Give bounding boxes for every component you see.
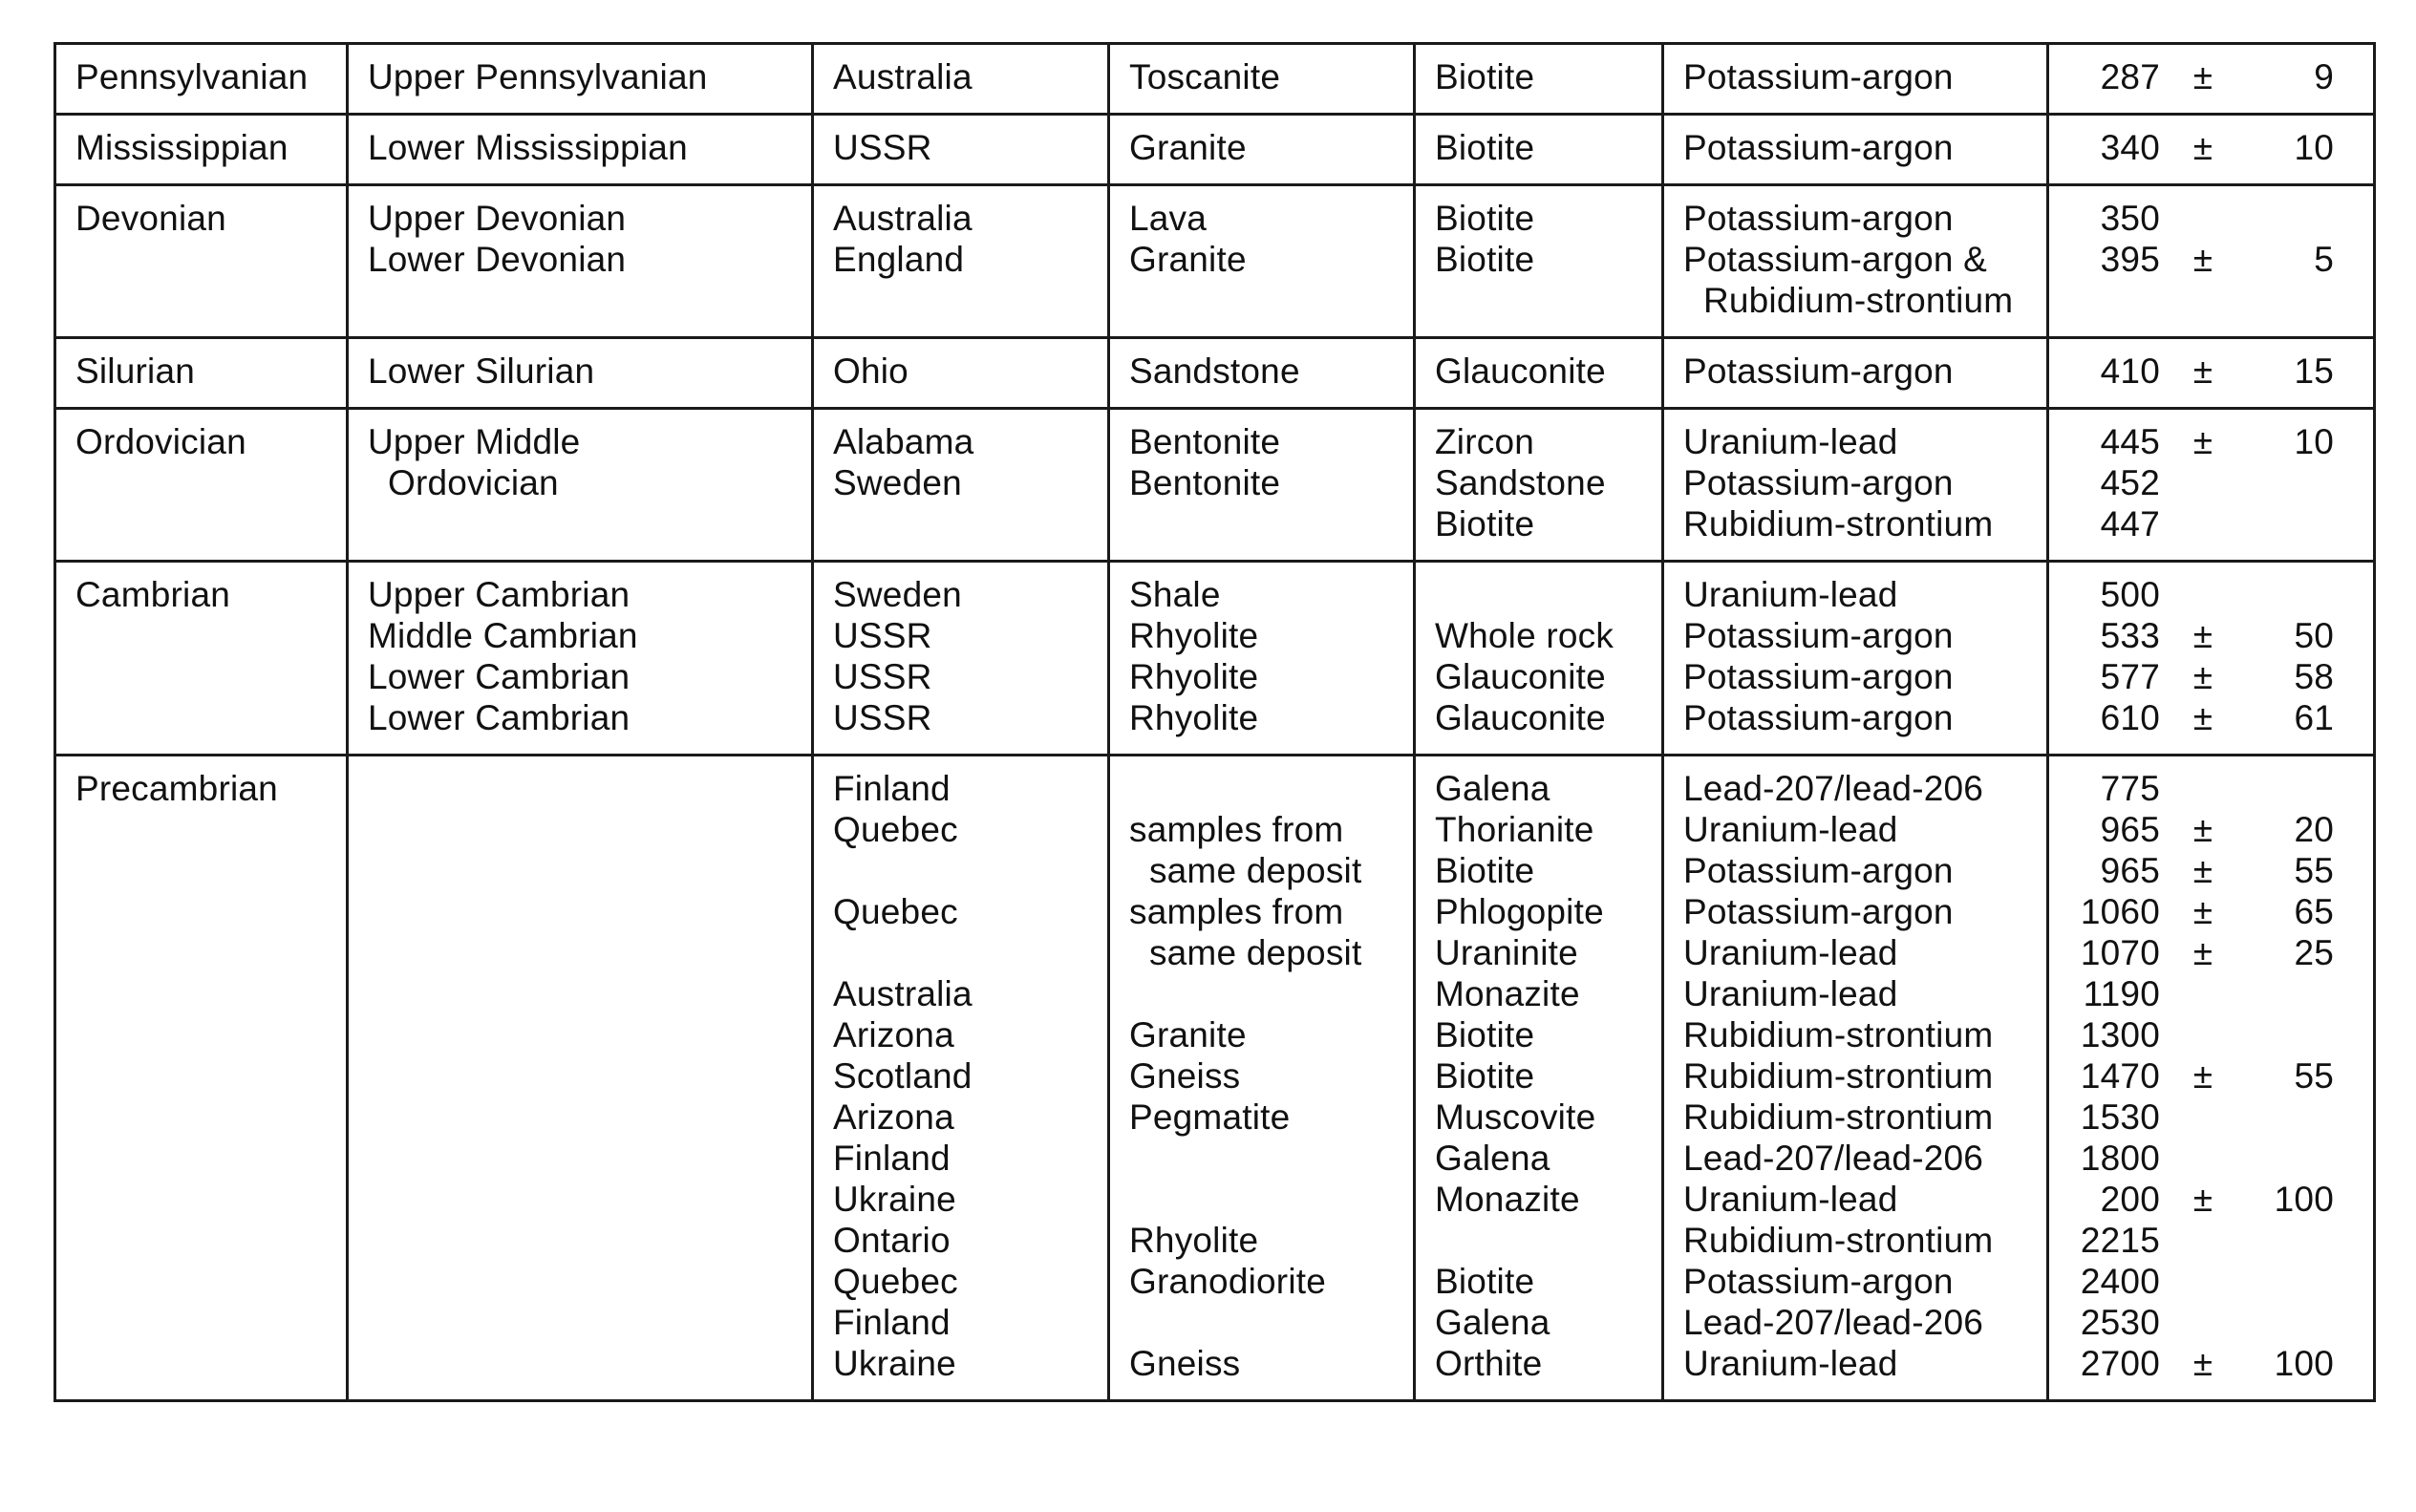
- epoch-cell: [348, 44, 813, 115]
- rock-type-line: Granite: [1129, 240, 1247, 279]
- table-row: [55, 409, 2375, 562]
- rock-type-line: same deposit: [1129, 933, 1362, 972]
- age-uncertainty: 100: [2274, 1180, 2334, 1219]
- age-uncertainty: [2246, 768, 2334, 809]
- location-cell: [813, 756, 1109, 1401]
- epoch-line: Ordovician: [368, 463, 559, 502]
- rock-type-line: Toscanite: [1129, 57, 1281, 96]
- dating-method-cell: [1663, 115, 2048, 185]
- age-cell: [2048, 44, 2375, 115]
- plus-minus-sign: [2160, 503, 2246, 544]
- rock-type-cell: [1109, 44, 1415, 115]
- age-line: [2068, 850, 2354, 891]
- period-line: Pennsylvanian: [75, 57, 309, 96]
- rock-type-cell: [1109, 185, 1415, 338]
- rock-type-line: Pegmatite: [1129, 1097, 1291, 1137]
- epoch-cell: [348, 338, 813, 409]
- dating-method-line: Lead-207/lead-206: [1683, 1139, 1984, 1178]
- epoch-cell: [348, 185, 813, 338]
- dating-method-line: Rubidium-strontium: [1683, 1056, 1994, 1096]
- period-line: Mississippian: [75, 128, 289, 167]
- age-value: 1470: [2080, 1056, 2160, 1096]
- age-line: [2068, 1302, 2354, 1343]
- location-line: Finland: [833, 1303, 951, 1342]
- age-value: 1800: [2080, 1139, 2160, 1178]
- mineral-line: Biotite: [1435, 1262, 1535, 1301]
- plus-minus-sign: [2160, 768, 2246, 809]
- rock-type-cell: [1109, 338, 1415, 409]
- age-line: [2068, 351, 2354, 392]
- period-cell: [55, 562, 348, 756]
- age-value: 410: [2100, 351, 2160, 391]
- age-line: [2068, 768, 2354, 809]
- age-uncertainty: 9: [2314, 57, 2334, 96]
- age-uncertainty: 55: [2294, 851, 2334, 890]
- location-line: Sweden: [833, 463, 962, 502]
- rock-type-line: Bentonite: [1129, 463, 1281, 502]
- rock-type-line: same deposit: [1129, 851, 1362, 890]
- plus-minus-sign: ±: [2192, 1180, 2213, 1219]
- age-uncertainty: 15: [2294, 351, 2334, 391]
- age-line: [2068, 1179, 2354, 1220]
- dating-method-cell: [1663, 756, 2048, 1401]
- age-uncertainty: 100: [2274, 1344, 2334, 1383]
- dating-method-line: Rubidium-strontium: [1683, 1015, 1994, 1054]
- rock-type-cell: [1109, 562, 1415, 756]
- mineral-cell: [1415, 185, 1663, 338]
- plus-minus-sign: [2160, 1261, 2246, 1302]
- rock-type-line: Granite: [1129, 128, 1247, 167]
- age-cell: [2048, 185, 2375, 338]
- mineral-line: Biotite: [1435, 57, 1535, 96]
- rock-type-line: [1129, 1138, 1394, 1179]
- plus-minus-sign: [2160, 1014, 2246, 1055]
- mineral-cell: [1415, 44, 1663, 115]
- plus-minus-sign: ±: [2192, 657, 2213, 696]
- dating-method-line: Rubidium-strontium: [1683, 504, 1994, 543]
- age-uncertainty: 61: [2294, 698, 2334, 737]
- mineral-line: Glauconite: [1435, 351, 1606, 391]
- location-line: Arizona: [833, 1097, 954, 1137]
- location-line: England: [833, 240, 965, 279]
- age-uncertainty: 20: [2294, 810, 2334, 849]
- age-uncertainty: [2246, 1302, 2334, 1343]
- age-cell: [2048, 756, 2375, 1401]
- location-line: Australia: [833, 974, 973, 1013]
- rock-type-line: [1129, 1302, 1394, 1343]
- plus-minus-sign: [2160, 574, 2246, 615]
- plus-minus-sign: ±: [2192, 351, 2213, 391]
- age-line: [2068, 1220, 2354, 1261]
- mineral-line: Sandstone: [1435, 463, 1606, 502]
- dating-method-line: Uranium-lead: [1683, 422, 1898, 461]
- dating-method-line: Rubidium-strontium: [1683, 1221, 1994, 1260]
- rock-type-line: samples from: [1129, 810, 1344, 849]
- table-row: [55, 562, 2375, 756]
- age-uncertainty: 55: [2294, 1056, 2334, 1096]
- age-line: [2068, 1343, 2354, 1384]
- mineral-line: Phlogopite: [1435, 892, 1604, 931]
- age-uncertainty: 10: [2294, 422, 2334, 461]
- age-line: [2068, 574, 2354, 615]
- location-line: [833, 932, 1088, 973]
- age-value: 965: [2100, 851, 2160, 890]
- location-line: Sweden: [833, 575, 962, 614]
- age-uncertainty: [2246, 973, 2334, 1014]
- period-cell: [55, 409, 348, 562]
- dating-method-line: Potassium-argon: [1683, 351, 1954, 391]
- mineral-line: Biotite: [1435, 1056, 1535, 1096]
- period-cell: [55, 115, 348, 185]
- dating-method-line: Potassium-argon: [1683, 128, 1954, 167]
- mineral-line: Galena: [1435, 769, 1550, 808]
- mineral-line: Biotite: [1435, 240, 1535, 279]
- mineral-line: Monazite: [1435, 1180, 1580, 1219]
- dating-method-line: Potassium-argon: [1683, 851, 1954, 890]
- age-line: [2068, 932, 2354, 973]
- age-line: [2068, 56, 2354, 97]
- age-cell: [2048, 562, 2375, 756]
- age-uncertainty: 50: [2294, 616, 2334, 655]
- mineral-line: Zircon: [1435, 422, 1534, 461]
- mineral-line: [1435, 574, 1642, 615]
- period-cell: [55, 338, 348, 409]
- mineral-cell: [1415, 756, 1663, 1401]
- age-line: [2068, 615, 2354, 656]
- age-uncertainty: [2246, 1220, 2334, 1261]
- epoch-line: Lower Cambrian: [368, 698, 631, 737]
- mineral-line: Muscovite: [1435, 1097, 1596, 1137]
- document-page: [53, 42, 2373, 1402]
- dating-method-line: Potassium-argon: [1683, 698, 1954, 737]
- location-line: USSR: [833, 698, 932, 737]
- dating-method-line: Lead-207/lead-206: [1683, 1303, 1984, 1342]
- period-line: Cambrian: [75, 575, 230, 614]
- age-uncertainty: [2246, 1138, 2334, 1179]
- mineral-line: Glauconite: [1435, 698, 1606, 737]
- age-line: [2068, 1055, 2354, 1097]
- plus-minus-sign: ±: [2192, 851, 2213, 890]
- dating-method-line: Rubidium-strontium: [1683, 1097, 1994, 1137]
- mineral-line: Galena: [1435, 1139, 1550, 1178]
- age-value: 287: [2100, 57, 2160, 96]
- radiometric-dates-table: [53, 42, 2376, 1402]
- location-line: Quebec: [833, 810, 958, 849]
- period-line: Precambrian: [75, 769, 278, 808]
- period-cell: [55, 44, 348, 115]
- plus-minus-sign: [2160, 973, 2246, 1014]
- age-uncertainty: [2246, 574, 2334, 615]
- rock-type-line: Granite: [1129, 1015, 1247, 1054]
- dating-method-line: Potassium-argon: [1683, 616, 1954, 655]
- rock-type-cell: [1109, 756, 1415, 1401]
- mineral-line: Glauconite: [1435, 657, 1606, 696]
- age-value: 577: [2100, 657, 2160, 696]
- rock-type-line: Rhyolite: [1129, 616, 1259, 655]
- mineral-line: Whole rock: [1435, 616, 1614, 655]
- mineral-line: Thorianite: [1435, 810, 1594, 849]
- location-line: Alabama: [833, 422, 974, 461]
- mineral-line: Monazite: [1435, 974, 1580, 1013]
- plus-minus-sign: ±: [2192, 1344, 2213, 1383]
- mineral-line: [1435, 1220, 1642, 1261]
- plus-minus-sign: ±: [2192, 128, 2213, 167]
- plus-minus-sign: ±: [2192, 933, 2213, 972]
- rock-type-line: Rhyolite: [1129, 657, 1259, 696]
- plus-minus-sign: ±: [2192, 892, 2213, 931]
- age-value: 350: [2100, 199, 2160, 238]
- rock-type-line: [1129, 1179, 1394, 1220]
- age-value: 1530: [2080, 1097, 2160, 1137]
- mineral-cell: [1415, 338, 1663, 409]
- location-line: Quebec: [833, 1262, 958, 1301]
- mineral-line: Uraninite: [1435, 933, 1578, 972]
- period-line: Devonian: [75, 199, 226, 238]
- dating-method-line: Potassium-argon: [1683, 199, 1954, 238]
- location-line: [833, 850, 1088, 891]
- location-cell: [813, 44, 1109, 115]
- period-cell: [55, 185, 348, 338]
- table-row: [55, 338, 2375, 409]
- age-uncertainty: 5: [2314, 240, 2334, 279]
- epoch-line: Upper Middle: [368, 422, 581, 461]
- epoch-line: Upper Devonian: [368, 199, 627, 238]
- period-line: Silurian: [75, 351, 195, 391]
- mineral-cell: [1415, 115, 1663, 185]
- mineral-line: Biotite: [1435, 1015, 1535, 1054]
- age-cell: [2048, 115, 2375, 185]
- epoch-line: Lower Devonian: [368, 240, 627, 279]
- age-line: [2068, 1138, 2354, 1179]
- period-line: Ordovician: [75, 422, 246, 461]
- rock-type-line: [1129, 768, 1394, 809]
- mineral-line: Biotite: [1435, 199, 1535, 238]
- mineral-line: Orthite: [1435, 1344, 1543, 1383]
- table-row: [55, 185, 2375, 338]
- dating-method-cell: [1663, 562, 2048, 756]
- age-value: 2530: [2080, 1303, 2160, 1342]
- age-value: 2700: [2080, 1344, 2160, 1383]
- dating-method-line: Potassium-argon &: [1683, 240, 1988, 279]
- age-value: 500: [2100, 575, 2160, 614]
- plus-minus-sign: [2160, 198, 2246, 239]
- location-cell: [813, 185, 1109, 338]
- location-line: USSR: [833, 657, 932, 696]
- age-line: [2068, 503, 2354, 544]
- age-value: 200: [2100, 1180, 2160, 1219]
- table-body: [55, 44, 2375, 1401]
- age-value: 445: [2100, 422, 2160, 461]
- age-line: [2068, 1014, 2354, 1055]
- table-row: [55, 756, 2375, 1401]
- rock-type-line: Shale: [1129, 575, 1221, 614]
- plus-minus-sign: ±: [2192, 240, 2213, 279]
- age-value: 395: [2100, 240, 2160, 279]
- dating-method-cell: [1663, 185, 2048, 338]
- dating-method-line: Uranium-lead: [1683, 1344, 1898, 1383]
- age-value: 1060: [2080, 892, 2160, 931]
- rock-type-line: Lava: [1129, 199, 1208, 238]
- dating-method-line: Rubidium-strontium: [1683, 281, 2014, 320]
- age-value: 965: [2100, 810, 2160, 849]
- epoch-cell: [348, 115, 813, 185]
- age-line: [2068, 809, 2354, 850]
- age-uncertainty: [2246, 1261, 2334, 1302]
- age-uncertainty: [2246, 198, 2334, 239]
- dating-method-line: Potassium-argon: [1683, 57, 1954, 96]
- plus-minus-sign: [2160, 462, 2246, 503]
- age-line: [2068, 1097, 2354, 1138]
- epoch-line: Middle Cambrian: [368, 616, 638, 655]
- mineral-line: Biotite: [1435, 851, 1535, 890]
- age-uncertainty: [2246, 1097, 2334, 1138]
- dating-method-line: Lead-207/lead-206: [1683, 769, 1984, 808]
- location-cell: [813, 409, 1109, 562]
- location-line: Ukraine: [833, 1180, 956, 1219]
- epoch-line: Upper Pennsylvanian: [368, 57, 708, 96]
- rock-type-line: Gneiss: [1129, 1056, 1241, 1096]
- dating-method-cell: [1663, 338, 2048, 409]
- dating-method-line: Uranium-lead: [1683, 810, 1898, 849]
- location-line: Finland: [833, 769, 951, 808]
- epoch-cell: [348, 409, 813, 562]
- rock-type-line: Bentonite: [1129, 422, 1281, 461]
- plus-minus-sign: [2160, 1097, 2246, 1138]
- age-value: 447: [2100, 504, 2160, 543]
- age-uncertainty: [2246, 503, 2334, 544]
- location-line: Australia: [833, 199, 973, 238]
- age-uncertainty: [2246, 1014, 2334, 1055]
- age-cell: [2048, 338, 2375, 409]
- age-line: [2068, 127, 2354, 168]
- dating-method-cell: [1663, 44, 2048, 115]
- rock-type-cell: [1109, 409, 1415, 562]
- age-uncertainty: 65: [2294, 892, 2334, 931]
- age-uncertainty: [2246, 462, 2334, 503]
- location-line: USSR: [833, 128, 932, 167]
- dating-method-line: Uranium-lead: [1683, 1180, 1898, 1219]
- plus-minus-sign: [2160, 1138, 2246, 1179]
- age-value: 2400: [2080, 1262, 2160, 1301]
- location-cell: [813, 338, 1109, 409]
- location-line: Australia: [833, 57, 973, 96]
- age-uncertainty: 10: [2294, 128, 2334, 167]
- age-line: [2068, 973, 2354, 1014]
- table-row: [55, 115, 2375, 185]
- epoch-cell: [348, 562, 813, 756]
- dating-method-line: Uranium-lead: [1683, 974, 1898, 1013]
- plus-minus-sign: ±: [2192, 422, 2213, 461]
- epoch-line: Upper Cambrian: [368, 575, 631, 614]
- location-line: USSR: [833, 616, 932, 655]
- mineral-cell: [1415, 409, 1663, 562]
- dating-method-line: Potassium-argon: [1683, 892, 1954, 931]
- plus-minus-sign: [2160, 1302, 2246, 1343]
- plus-minus-sign: ±: [2192, 616, 2213, 655]
- dating-method-line: Potassium-argon: [1683, 463, 1954, 502]
- location-cell: [813, 562, 1109, 756]
- dating-method-line: Potassium-argon: [1683, 1262, 1954, 1301]
- age-line: [2068, 697, 2354, 738]
- age-line: [2068, 1261, 2354, 1302]
- age-uncertainty: 58: [2294, 657, 2334, 696]
- rock-type-line: Gneiss: [1129, 1344, 1241, 1383]
- rock-type-line: Rhyolite: [1129, 698, 1259, 737]
- epoch-cell: [348, 756, 813, 1401]
- location-line: Ontario: [833, 1221, 951, 1260]
- mineral-line: Biotite: [1435, 504, 1535, 543]
- age-value: 340: [2100, 128, 2160, 167]
- plus-minus-sign: [2160, 1220, 2246, 1261]
- location-cell: [813, 115, 1109, 185]
- dating-method-line: Uranium-lead: [1683, 933, 1898, 972]
- dating-method-line: Uranium-lead: [1683, 575, 1898, 614]
- age-cell: [2048, 409, 2375, 562]
- dating-method-cell: [1663, 409, 2048, 562]
- age-value: 1300: [2080, 1015, 2160, 1054]
- epoch-line: [368, 768, 792, 809]
- age-value: 533: [2100, 616, 2160, 655]
- epoch-line: Lower Mississippian: [368, 128, 688, 167]
- age-value: 775: [2100, 769, 2160, 808]
- plus-minus-sign: ±: [2192, 810, 2213, 849]
- rock-type-line: samples from: [1129, 892, 1344, 931]
- location-line: Ohio: [833, 351, 909, 391]
- rock-type-cell: [1109, 115, 1415, 185]
- age-value: 610: [2100, 698, 2160, 737]
- rock-type-line: Sandstone: [1129, 351, 1300, 391]
- location-line: Scotland: [833, 1056, 973, 1096]
- age-value: 452: [2100, 463, 2160, 502]
- epoch-line: Lower Silurian: [368, 351, 595, 391]
- plus-minus-sign: ±: [2192, 698, 2213, 737]
- plus-minus-sign: ±: [2192, 57, 2213, 96]
- period-cell: [55, 756, 348, 1401]
- location-line: Arizona: [833, 1015, 954, 1054]
- rock-type-line: Granodiorite: [1129, 1262, 1327, 1301]
- age-value: 1190: [2083, 974, 2160, 1013]
- age-line: [2068, 656, 2354, 697]
- mineral-line: Galena: [1435, 1303, 1550, 1342]
- rock-type-line: Rhyolite: [1129, 1221, 1259, 1260]
- age-value: 1070: [2080, 933, 2160, 972]
- age-value: 2215: [2080, 1221, 2160, 1260]
- location-line: Ukraine: [833, 1344, 956, 1383]
- age-line: [2068, 891, 2354, 932]
- dating-method-line: Potassium-argon: [1683, 657, 1954, 696]
- mineral-line: Biotite: [1435, 128, 1535, 167]
- plus-minus-sign: ±: [2192, 1056, 2213, 1096]
- age-line: [2068, 421, 2354, 462]
- location-line: Finland: [833, 1139, 951, 1178]
- rock-type-line: [1129, 973, 1394, 1014]
- location-line: Quebec: [833, 892, 958, 931]
- age-line: [2068, 239, 2354, 280]
- age-uncertainty: 25: [2294, 933, 2334, 972]
- table-row: [55, 44, 2375, 115]
- age-line: [2068, 198, 2354, 239]
- epoch-line: Lower Cambrian: [368, 657, 631, 696]
- mineral-cell: [1415, 562, 1663, 756]
- age-line: [2068, 462, 2354, 503]
